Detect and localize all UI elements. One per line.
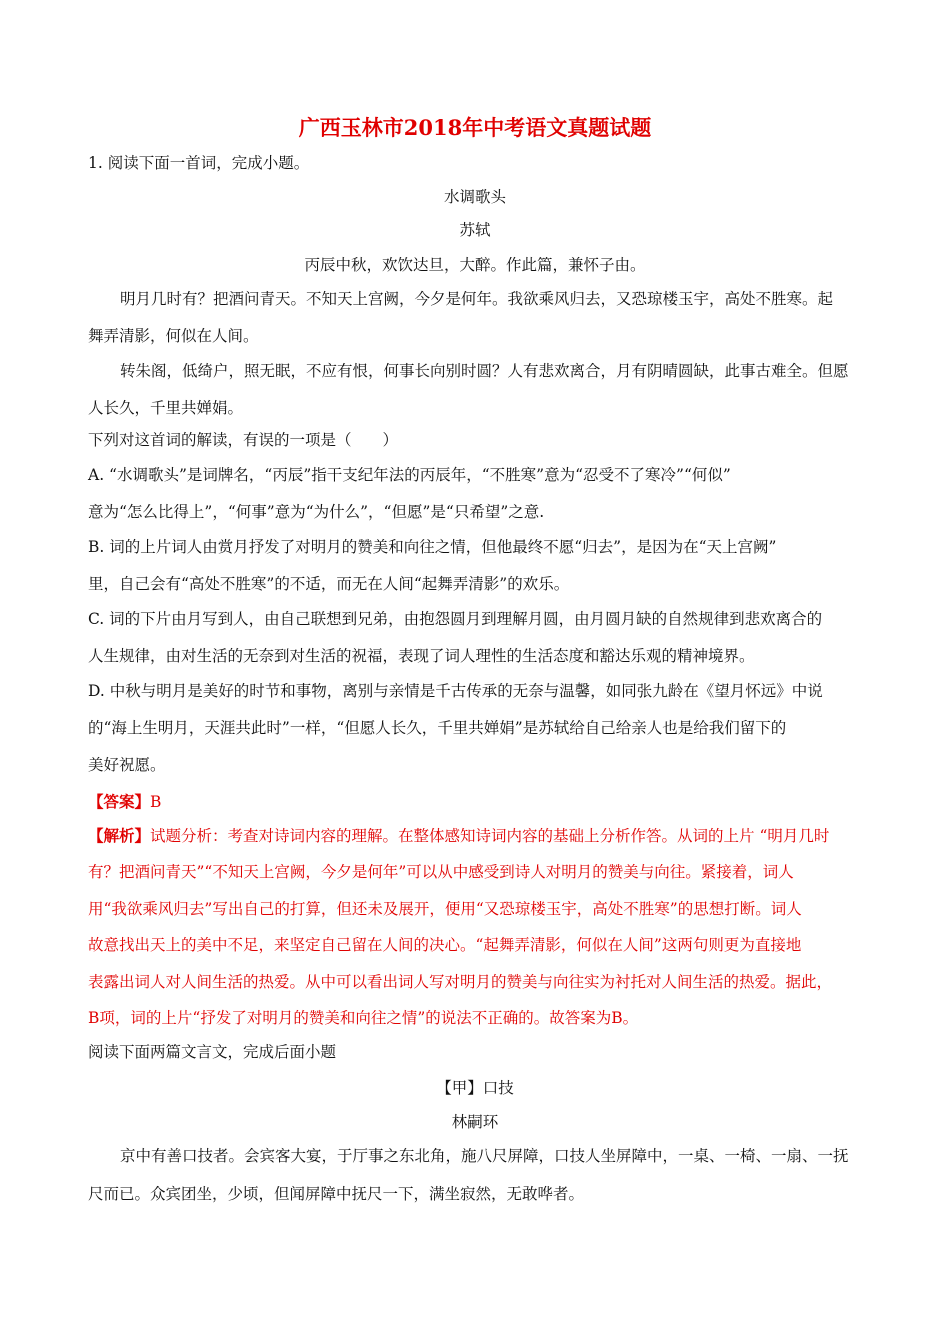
option-c-line-2: 人生规律，由对生活的无奈到对生活的祝福，表现了词人理性的生活态度和豁达乐观的精神境界。 [88, 647, 755, 665]
option-a-line-1: A. “水调歌头”是词牌名，“丙辰”指干支纪年法的丙辰年，“不胜寒”意为“忍受不了寒冷”“何似” [88, 466, 731, 484]
option-c-line-1: C. 词的下片由月写到人，由自己联想到兄弟，由抱怨圆月到理解月圆，由月圆月缺的自然规律到悲欢离合的 [88, 610, 823, 628]
option-d-line-3: 美好祝愿。 [88, 756, 166, 774]
option-d-line-2: 的“海上生明月，天涯共此时”一样，“但愿人长久，千里共婵娟”是苏轼给自己给亲人也是给我们留下的 [88, 719, 787, 737]
analysis-line-6: B项，词的上片“抒发了对明月的赞美和向往之情”的说法不正确的。故答案为B。 [88, 1009, 639, 1027]
analysis-line-5: 表露出词人对人间生活的热爱。从中可以看出词人写对明月的赞美与向往实为衬托对人间生活的热爱。据此， [88, 973, 833, 991]
option-b-line-2: 里，自己会有“高处不胜寒”的不适，而无在人间“起舞弄清影”的欢乐。 [88, 575, 570, 593]
question-1-prompt: 1. 阅读下面一首词，完成小题。 [88, 154, 310, 172]
text-a-title: 【甲】口技 [436, 1079, 514, 1097]
poem-stanza-2-line-2: 人长久，千里共婵娟。 [88, 399, 244, 417]
poem-stanza-2-line-1: 转朱阁，低绮户，照无眠，不应有恨，何事长向别时圆？人有悲欢离合，月有阴晴圆缺，此事古难全。但愿 [120, 362, 849, 380]
option-d-line-1: D. 中秋与明月是美好的时节和事物，离别与亲情是千古传承的无奈与温馨，如同张九龄在《望月怀远》中说 [88, 682, 823, 700]
poem-author: 苏轼 [459, 221, 491, 239]
option-a-line-2: 意为“怎么比得上”，“何事”意为“为什么”，“但愿”是“只希望”之意. [88, 503, 545, 521]
text-a-para-1-line-1: 京中有善口技者。会宾客大宴，于厅事之东北角，施八尺屏障，口技人坐屏障中，一桌、一椅、一扇、一抚 [120, 1147, 849, 1165]
text-a-author: 林嗣环 [451, 1113, 499, 1131]
analysis-line-3: 用“我欲乘风归去”写出自己的打算，但还未及展开，便用“又恐琼楼玉宇，高处不胜寒”的思想打断。词人 [88, 900, 802, 918]
analysis-label: 【解析】 [88, 826, 151, 845]
analysis-line-1 [88, 826, 868, 846]
analysis-line-4: 故意找出天上的美中不足，来坚定自己留在人间的决心。“起舞弄清影，何似在人间”这两句则更为直接地 [88, 936, 802, 954]
document-title: 广西玉林市2018年中考语文真题试题 [298, 115, 652, 140]
text-a-para-1-line-2: 尺而已。众宾团坐，少顷，但闻屏障中抚尺一下，满坐寂然，无敢哗者。 [88, 1185, 585, 1203]
answer [88, 792, 868, 812]
poem-title: 水调歌头 [443, 188, 506, 206]
poem-preface: 丙辰中秋，欢饮达旦，大醉。作此篇，兼怀子由。 [304, 256, 646, 274]
poem-stanza-1-line-2: 舞弄清影，何似在人间。 [88, 327, 259, 345]
option-b-line-1: B. 词的上片词人由赏月抒发了对明月的赞美和向往之情，但他最终不愿“归去”，是因为在“天上宫阙” [88, 538, 777, 556]
answer-label: 【答案】 [88, 792, 151, 811]
analysis-text-1: 试题分析：考查对诗词内容的理解。在整体感知诗词内容的基础上分析作答。从词的上片 “明月几时 [150, 827, 830, 845]
analysis-line-2: 有？把酒问青天”“不知天上宫阙，今夕是何年”可以从中感受到诗人对明月的赞美与向往。紧接着，词人 [88, 863, 794, 881]
question-1-stem: 下列对这首词的解读，有误的一项是（ ） [88, 431, 399, 449]
poem-stanza-1-line-1: 明月几时有？把酒问青天。不知天上宫阙，今夕是何年。我欲乘风归去，又恐琼楼玉宇，高处不胜寒。起 [120, 290, 834, 308]
answer-value: B [150, 793, 162, 811]
question-2-prompt: 阅读下面两篇文言文，完成后面小题 [88, 1043, 337, 1061]
